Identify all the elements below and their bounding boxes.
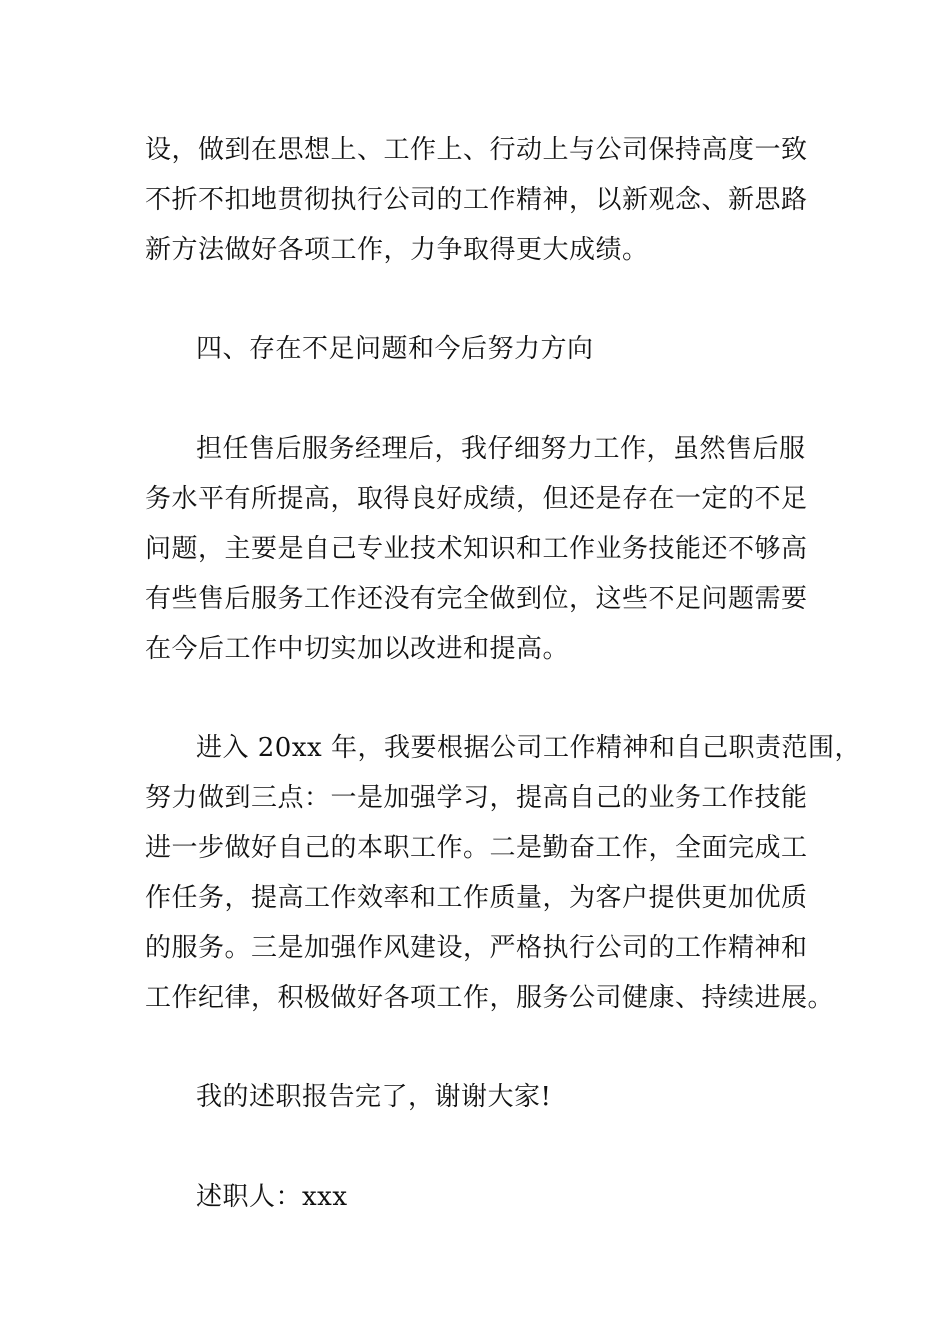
paragraph-line: 作任务，提高工作效率和工作质量，为客户提供更加优质 bbox=[145, 883, 808, 913]
paragraph-line: 设，做到在思想上、工作上、行动上与公司保持高度一致 bbox=[145, 135, 808, 165]
section-heading: 四、存在不足问题和今后努力方向 bbox=[196, 334, 594, 364]
closing-line: 我的述职报告完了，谢谢大家! bbox=[196, 1082, 552, 1112]
paragraph-line: 有些售后服务工作还没有完全做到位，这些不足问题需要 bbox=[145, 584, 808, 614]
paragraph-line: 务水平有所提高，取得良好成绩，但还是存在一定的不足 bbox=[145, 484, 808, 514]
paragraph-line: 在今后工作中切实加以改进和提高。 bbox=[145, 634, 570, 664]
paragraph-line: 进入 20xx 年，我要根据公司工作精神和自己职责范围， bbox=[196, 733, 861, 763]
paragraph-line: 问题，主要是自己专业技术知识和工作业务技能还不够高 bbox=[145, 534, 808, 564]
paragraph-line: 工作纪律，积极做好各项工作，服务公司健康、持续进展。 bbox=[145, 983, 835, 1013]
paragraph-line: 担任售后服务经理后，我仔细努力工作，虽然售后服 bbox=[196, 434, 806, 464]
paragraph-line: 努力做到三点：一是加强学习，提高自己的业务工作技能 bbox=[145, 783, 808, 813]
paragraph-line: 的服务。三是加强作风建设，严格执行公司的工作精神和 bbox=[145, 933, 808, 963]
paragraph-line: 不折不扣地贯彻执行公司的工作精神，以新观念、新思路 bbox=[145, 185, 808, 215]
paragraph-line: 新方法做好各项工作，力争取得更大成绩。 bbox=[145, 235, 649, 265]
signature-line: 述职人：xxx bbox=[196, 1182, 348, 1212]
paragraph-line: 进一步做好自己的本职工作。二是勤奋工作，全面完成工 bbox=[145, 833, 808, 863]
